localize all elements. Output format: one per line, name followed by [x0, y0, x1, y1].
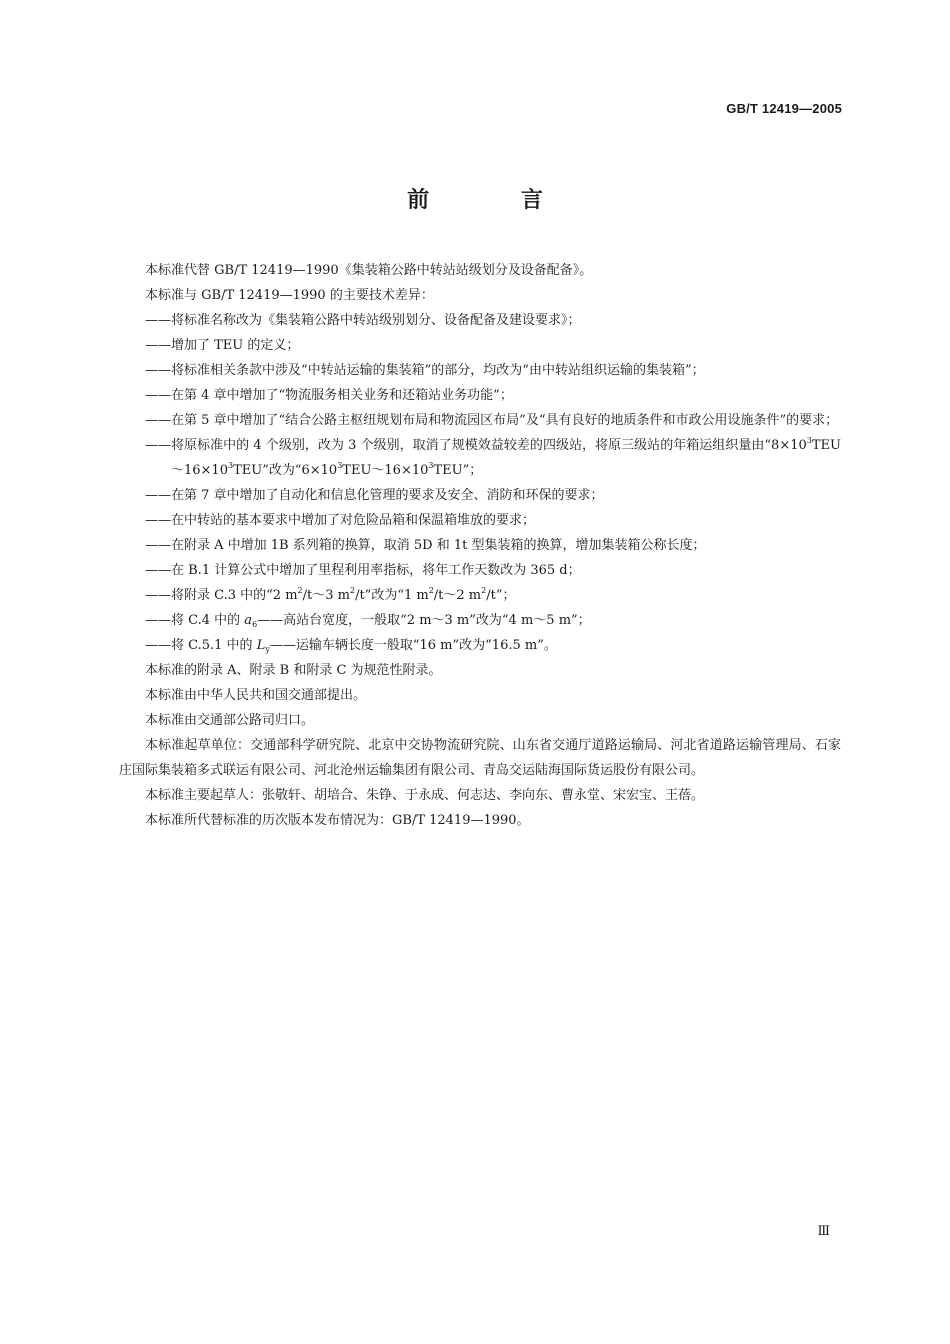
drafting-units-paragraph: 本标准起草单位：交通部科学研究院、北京中交协物流研究院、山东省交通厅道路运输局、河北省道路运输管理局、石家庄国际集装箱多式联运有限公司、河北沧州运输集团有限公司、青岛交运陆海国际货运股份有限公司。: [119, 738, 841, 778]
page-title: 前 言: [407, 188, 585, 213]
page-number: Ⅲ: [817, 1224, 830, 1239]
change-item: ——增加了 TEU 的定义；: [145, 338, 300, 353]
change-item: ——将标准相关条款中涉及“中转站运输的集装箱”的部分，均改为“由中转站组织运输的集装箱”；: [145, 363, 705, 378]
change-item: ——在附录 A 中增加 1B 系列箱的换算，取消 5D 和 1t 型集装箱的换算，增加集装箱公称长度；: [145, 538, 706, 553]
change-item: ——在第 5 章中增加了“结合公路主枢纽规划布局和物流园区布局”及“具有良好的地质条件和市政公用设施条件”的要求；: [145, 413, 839, 428]
intro-paragraph: 本标准与 GB/T 12419—1990 的主要技术差异：: [145, 288, 434, 303]
change-item: ——在第 7 章中增加了自动化和信息化管理的要求及安全、消防和环保的要求；: [145, 488, 604, 503]
change-item: ——在 B.1 计算公式中增加了里程利用率指标，将年工作天数改为 365 d；: [145, 563, 581, 578]
change-item: ——将标准名称改为《集装箱公路中转站级别划分、设备配备及建设要求》；: [145, 313, 581, 328]
change-item-c4: ——将 C.4 中的 $a_6——$高站台宽度，一般取“2 m～3 m”改为“4 m～5 m”；: [145, 613, 591, 629]
drafters-paragraph: 本标准主要起草人：张敬轩、胡培合、朱铮、于永成、何志达、李向东、曹永堂、宋宏宝、王蓓。: [145, 788, 705, 803]
outro-paragraph: 本标准的附录 A、附录 B 和附录 C 为规范性附录。: [145, 663, 442, 678]
previous-editions-paragraph: 本标准所代替标准的历次版本发布情况为：GB/T 12419—1990。: [145, 813, 530, 828]
standard-code-header: GB/T 12419—2005: [726, 101, 842, 116]
foreword-body: [119, 258, 841, 833]
change-item: ——在第 4 章中增加了“物流服务相关业务和还箱站业务功能”；: [145, 388, 513, 403]
change-item-c3: ——将附录 C.3 中的“2 $m^2/t\sim 3$ $m^2/t$”改为“1 $m^2/t\sim 2$ $m^2/t$”；: [145, 586, 516, 603]
outro-paragraph: 本标准由中华人民共和国交通部提出。: [145, 688, 367, 703]
outro-paragraph: 本标准由交通部公路司归口。: [145, 713, 315, 728]
change-item-capacity: ——将原标准中的 4 个级别，改为 3 个级别，取消了规模效益较差的四级站，将原三级站的年箱运组织量由“$8\times 10^3TEU\sim 16\times 10^3TEU$”改为“$6\times 10^3TEU\sim 16\times 10^3TEU$”；: [145, 436, 841, 478]
change-item: ——在中转站的基本要求中增加了对危险品箱和保温箱堆放的要求；: [145, 513, 536, 528]
intro-paragraph: 本标准代替 GB/T 12419—1990《集装箱公路中转站站级划分及设备配备》。: [145, 263, 593, 278]
change-item-c51: ——将 C.5.1 中的 $L_y——$运输车辆长度一般取“16 m”改为“16.5 m”。: [145, 638, 557, 654]
